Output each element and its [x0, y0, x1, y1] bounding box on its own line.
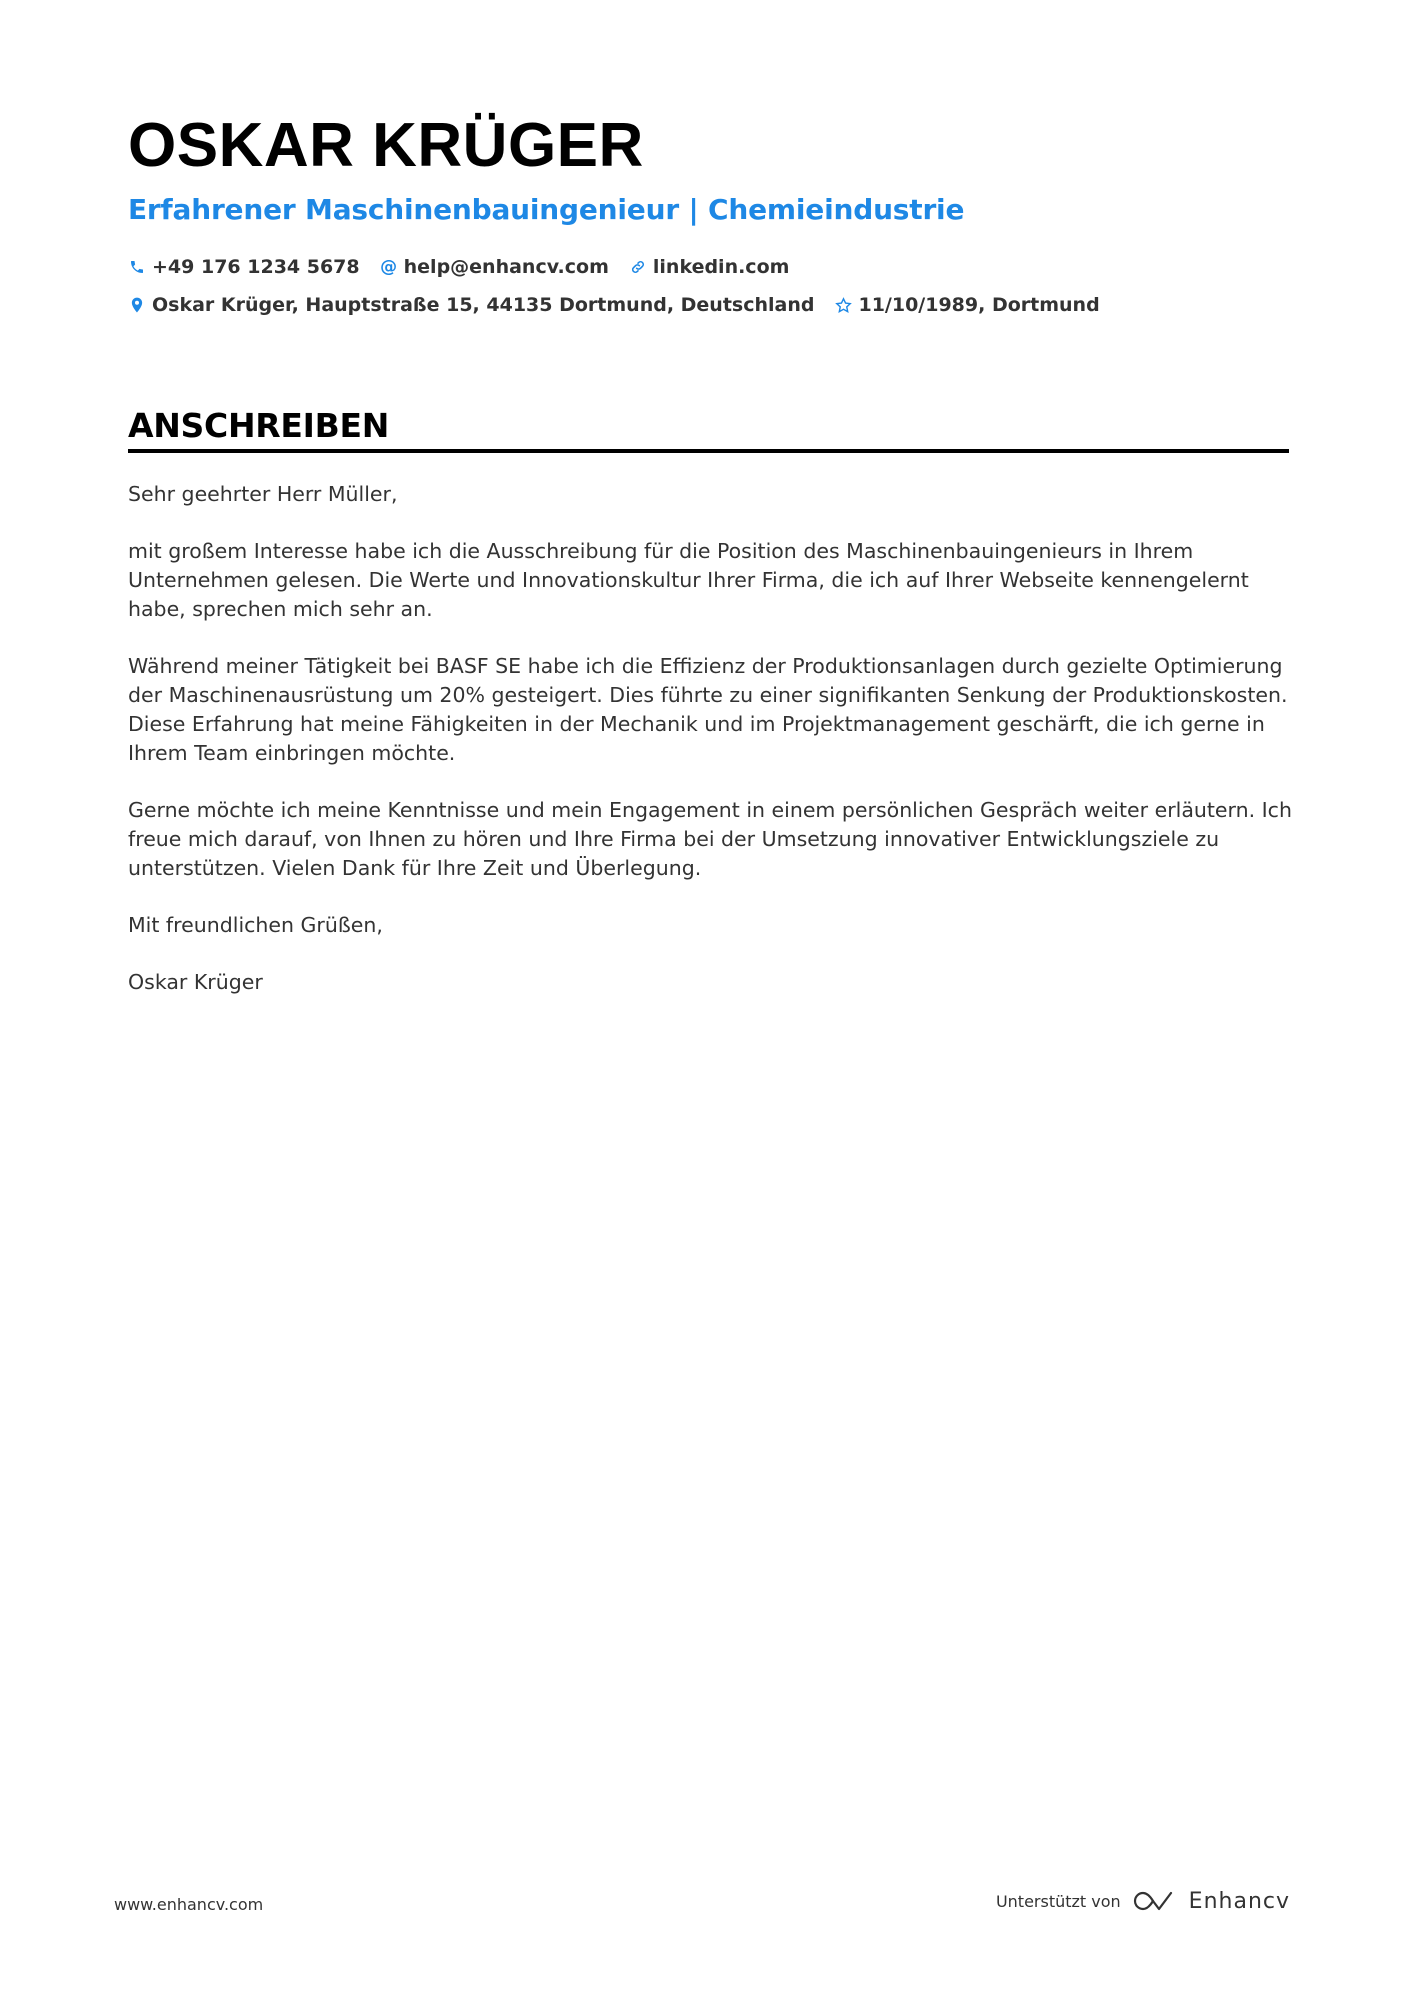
contact-address [128, 294, 814, 316]
contact-linkedin[interactable] [629, 256, 790, 278]
letter-body [128, 480, 1298, 1025]
job-title: Erfahrener Maschinenbauingenieur | Chemieindustrie [128, 193, 965, 226]
enhancv-brand: Enhancv [1188, 1888, 1290, 1914]
section-divider [128, 449, 1289, 453]
paragraph-2: Während meiner Tätigkeit bei BASF SE habe ich die Effizienz der Produktionsanlagen durch gezielte Optimierung der Maschinenausrüstung um 20% gesteigert. Dies führte zu einer signifikanten Senkung der Produktionskosten. Diese Erfahrung hat meine Fähigkeiten in der Mechanik und im Projektmanagement geschärft, die ich gerne in Ihrem Team einbringen möchte. [128, 654, 1288, 765]
at-icon: @ [380, 257, 398, 277]
powered-by-label: Unterstützt von [995, 1891, 1121, 1911]
section-title: ANSCHREIBEN [128, 406, 390, 445]
footer-website[interactable]: www.enhancv.com [114, 1895, 264, 1914]
link-icon [629, 258, 647, 276]
contact-email[interactable] [380, 256, 609, 278]
paragraph-3: Gerne möchte ich meine Kenntnisse und mein Engagement in einem persönlichen Gespräch weiter erläutern. Ich freue mich darauf, von Ihnen zu hören und Ihre Firma bei der Umsetzung innovativer Entwicklungsziele zu unterstützen. Vielen Dank für Ihre Zeit und Überlegung. [128, 798, 1292, 880]
contact-row-2 [128, 294, 1120, 316]
closing: Mit freundlichen Grüßen, [128, 913, 383, 937]
footer-branding [996, 1888, 1290, 1914]
phone-icon [128, 258, 146, 276]
enhancv-logo-icon [1133, 1888, 1177, 1914]
contact-row-1 [128, 256, 809, 278]
signature: Oskar Krüger [128, 970, 263, 994]
address-text: Oskar Krüger, Hauptstraße 15, 44135 Dortmund, Deutschland [152, 294, 815, 316]
contact-birth [834, 294, 1099, 316]
star-icon [834, 296, 852, 314]
applicant-name: OSKAR KRÜGER [128, 111, 644, 180]
contact-phone [128, 256, 360, 278]
salutation: Sehr geehrter Herr Müller, [128, 482, 398, 506]
location-pin-icon [128, 296, 146, 314]
linkedin-text: linkedin.com [652, 256, 790, 278]
phone-text: +49 176 1234 5678 [152, 256, 360, 278]
paragraph-1: mit großem Interesse habe ich die Ausschreibung für die Position des Maschinenbauingenieurs in Ihrem Unternehmen gelesen. Die Werte und Innovationskultur Ihrer Firma, die ich auf Ihrer Webseite kennengelernt habe, sprechen mich sehr an. [128, 539, 1249, 621]
birth-text: 11/10/1989, Dortmund [858, 294, 1100, 316]
email-text: help@enhancv.com [403, 256, 609, 278]
